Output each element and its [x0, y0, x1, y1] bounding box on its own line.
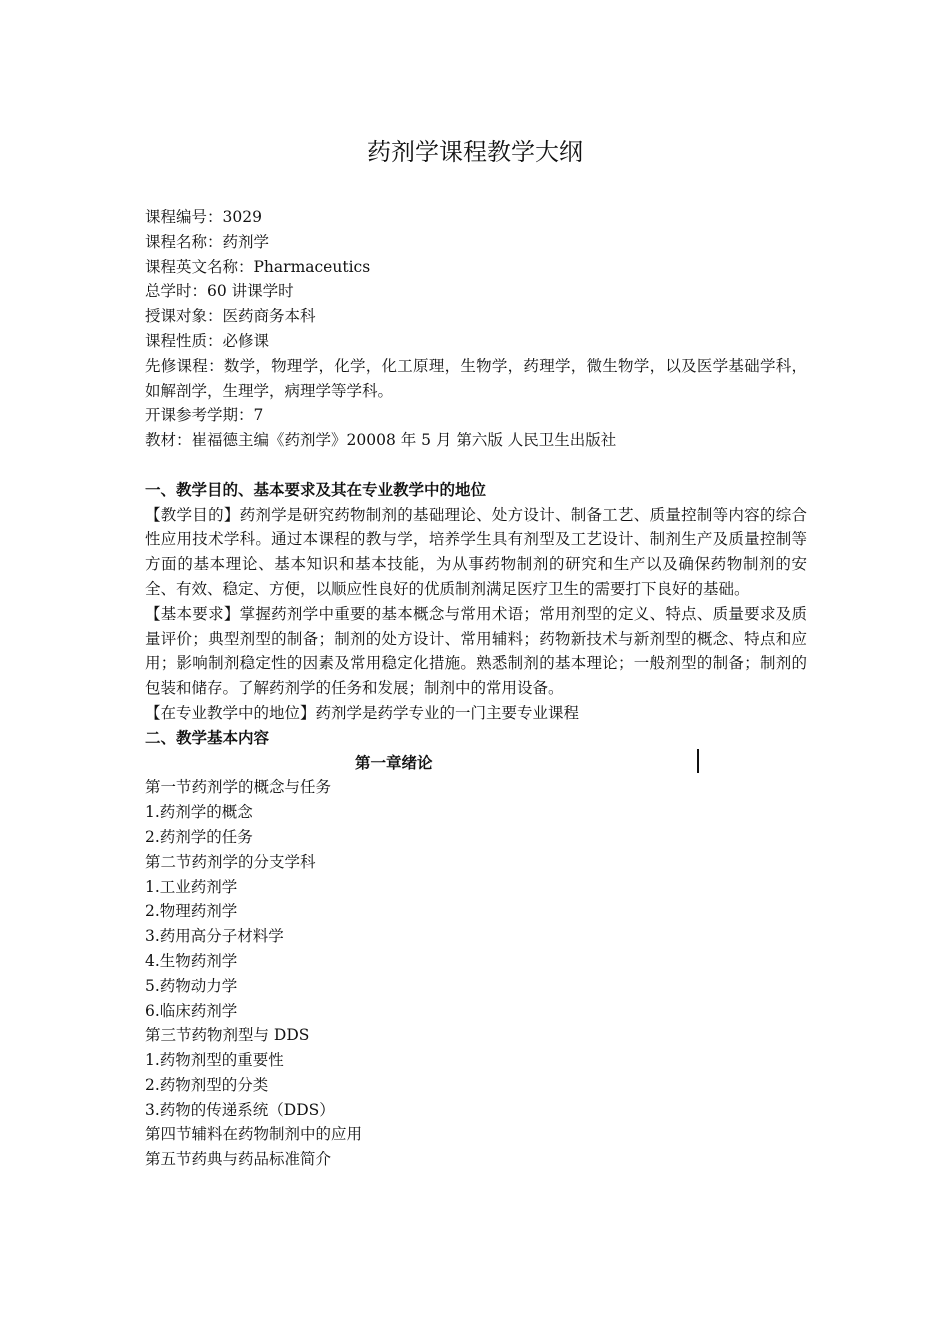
course-code: 课程编号：3029 [145, 208, 262, 226]
chapter-heading: 第一章绪论 [355, 752, 433, 772]
outline-item: 第一节药剂学的概念与任务 [145, 778, 332, 797]
outline-item: 第三节药物剂型与 DDS [145, 1026, 310, 1045]
outline-item: 1.工业药剂学 [145, 877, 238, 896]
professional-position-paragraph: 【在专业教学中的地位】药剂学是药学专业的一门主要专业课程 [145, 703, 580, 722]
course-english-name: 课程英文名称：Pharmaceutics [145, 257, 371, 276]
outline-item: 第二节药剂学的分支学科 [145, 852, 316, 871]
outline-item: 6.临床药剂学 [145, 1001, 238, 1020]
outline-item: 第五节药典与药品标准简介 [145, 1150, 332, 1169]
section-heading-content: 二、教学基本内容 [145, 727, 270, 747]
course-nature: 课程性质：必修课 [145, 331, 270, 350]
outline-item: 5.药物动力学 [145, 976, 238, 995]
teaching-purpose-paragraph: 【教学目的】药剂学是研究药物制剂的基础理论、处方设计、制备工艺、质量控制等内容的综合性应用技术学科。通过本课程的教与学，培养学生具有剂型及工艺设计、制剂生产及质量控制等方面的基本理论、基本知识和基本技能，为从事药物制剂的研究和生产以及确保药物制剂的安全、有效、稳定、方便，以顺应性良好的优质制剂满足医疗卫生的需要打下良好的基础。 [145, 505, 807, 598]
outline-list [145, 775, 807, 1172]
course-hours: 总学时：60 讲课学时 [145, 282, 294, 301]
chapter-heading-row [145, 751, 807, 776]
document-body [145, 205, 807, 1172]
outline-item: 4.生物药剂学 [145, 951, 238, 970]
document-title: 药剂学课程教学大纲 [367, 138, 583, 166]
course-semester: 开课参考学期：7 [145, 406, 264, 425]
blank-line [145, 453, 807, 478]
outline-item: 2.物理药剂学 [145, 902, 238, 921]
course-prerequisite: 先修课程：数学，物理学，化学，化工原理，生物学，药理学，微生物学，以及医学基础学科，如解剖学，生理学，病理学等学科。 [145, 356, 807, 400]
outline-item: 1.药物剂型的重要性 [145, 1051, 284, 1070]
outline-item: 第四节辅料在药物制剂中的应用 [145, 1125, 363, 1144]
text-cursor [697, 749, 699, 773]
course-audience: 授课对象：医药商务本科 [145, 307, 316, 326]
outline-item: 3.药用高分子材料学 [145, 927, 284, 946]
outline-item: 2.药剂学的任务 [145, 827, 253, 846]
course-name: 课程名称：药剂学 [145, 232, 270, 251]
outline-item: 3.药物的传递系统（DDS） [145, 1100, 335, 1119]
section-heading-objectives: 一、教学目的、基本要求及其在专业教学中的地位 [145, 479, 487, 499]
outline-item: 2.药物剂型的分类 [145, 1075, 269, 1094]
outline-item: 1.药剂学的概念 [145, 803, 253, 822]
basic-requirements-paragraph: 【基本要求】掌握药剂学中重要的基本概念与常用术语；常用剂型的定义、特点、质量要求及质量评价；典型剂型的制备；制剂的处方设计、常用辅料；药物新技术与新剂型的概念、特点和应用；影响制剂稳定性的因素及常用稳定化措施。熟悉制剂的基本理论；一般剂型的制备；制剂的包装和储存。了解药剂学的任务和发展；制剂中的常用设备。 [145, 604, 807, 698]
course-textbook: 教材：崔福德主编《药剂学》20008 年 5 月 第六版 人民卫生出版社 [145, 431, 617, 450]
